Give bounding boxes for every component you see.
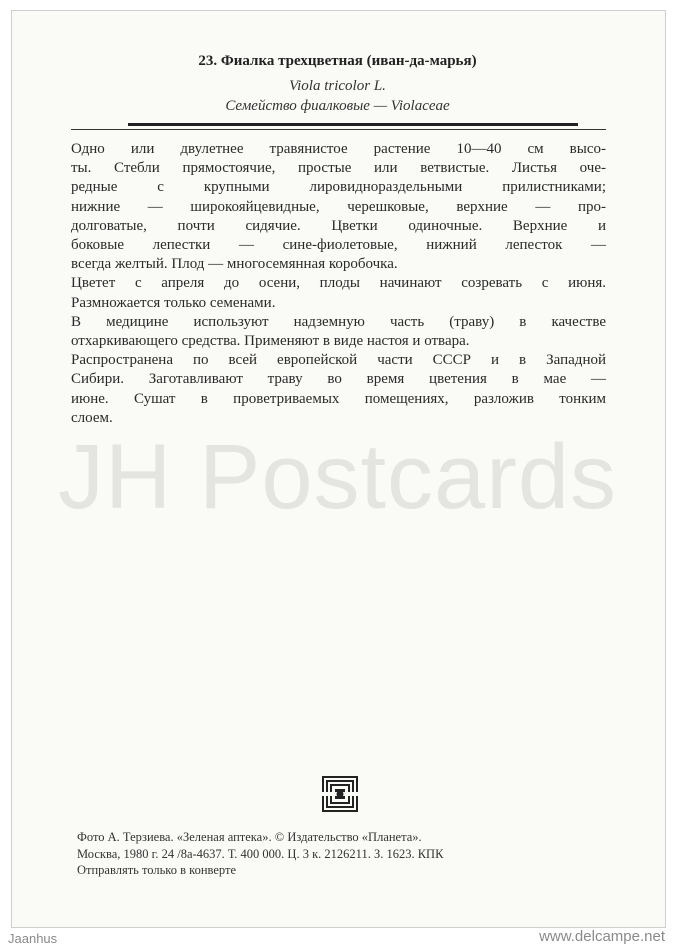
text-line: слоем. bbox=[71, 409, 113, 426]
text-line: Размножается только семенами. bbox=[71, 294, 276, 311]
text-line: Цветет с апреля до осени, плоды начинают созревать с июня. bbox=[71, 275, 606, 292]
text-line: всегда желтый. Плод — многосемянная коробочка. bbox=[71, 256, 398, 273]
text-line: долговатые, почти сидячие. Цветки одиночные. Верхние и bbox=[71, 217, 606, 234]
site-watermark-left: Jaanhus bbox=[8, 931, 58, 946]
text-line: отхаркивающего средства. Применяют в виде настоя и отвара. bbox=[71, 333, 470, 350]
watermark-text: JH Postcards bbox=[57, 426, 618, 528]
text-line: нижние — широкояйцевидные, черешковые, верхние — про- bbox=[71, 198, 606, 215]
text-line: ты. Стебли прямостоячие, простые или ветвистые. Листья оче- bbox=[71, 160, 606, 177]
publisher-logo-icon bbox=[322, 776, 358, 812]
text-line: боковые лепестки — сине-фиолетовые, нижний лепесток — bbox=[71, 237, 606, 254]
text-line: Распространена по всей европейской части СССР и в Западной bbox=[71, 352, 606, 369]
imprint-line: Фото А. Терзиева. «Зеленая аптека». © Издательство «Планета». bbox=[77, 830, 422, 844]
site-watermark-right: www.delcampe.net bbox=[539, 928, 665, 945]
text-line: Одно или двулетнее травянистое растение 10—40 см высо- bbox=[71, 141, 606, 157]
latin-name: Viola tricolor L. bbox=[289, 78, 386, 94]
imprint-line: Москва, 1980 г. 24 /8а-4637. Т. 400 000. Ц. 3 к. 2126211. З. 1623. КПК bbox=[77, 846, 444, 861]
imprint bbox=[77, 829, 443, 879]
divider-thick bbox=[128, 123, 578, 126]
divider-thin bbox=[71, 129, 606, 130]
text-line: июне. Сушат в проветриваемых помещениях, разложив тонким bbox=[71, 390, 606, 407]
family-name: Семейство фиалковые — Violaceae bbox=[225, 98, 450, 114]
plant-title: 23. Фиалка трехцветная (иван-да-марья) bbox=[198, 53, 477, 69]
text-line: редные с крупными лировиднораздельными прилистниками; bbox=[71, 179, 606, 196]
text-line: Сибири. Заготавливают траву во время цветения в мае — bbox=[71, 371, 606, 388]
imprint-line: Отправлять только в конверте bbox=[77, 863, 237, 877]
text-line: В медицине используют надземную часть (траву) в качестве bbox=[71, 313, 606, 330]
description-text bbox=[71, 140, 606, 428]
